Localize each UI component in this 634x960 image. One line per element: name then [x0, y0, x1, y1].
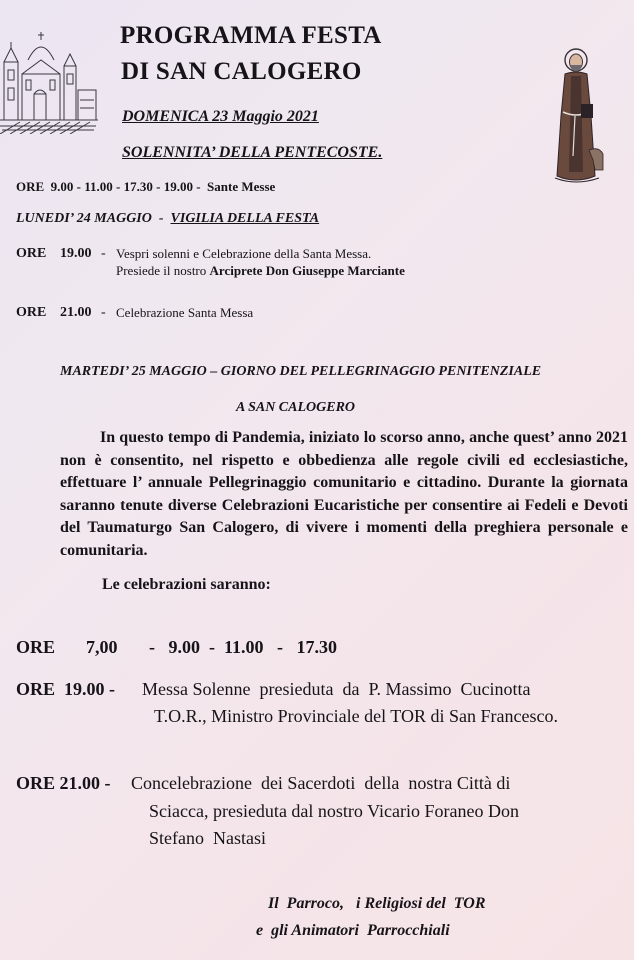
monday-header [16, 211, 319, 227]
signature-line-2: e gli Animatori Parrocchiali [256, 922, 450, 939]
monday-1900-dash: - [101, 246, 106, 261]
tuesday-1900-line1: Messa Solenne presieduta da P. Massimo Cucinotta [142, 679, 531, 699]
tuesday-1900-line2: T.O.R., Ministro Provinciale del TOR di San Francesco. [154, 706, 558, 726]
monday-sep: - [158, 211, 164, 226]
monday-1900-time: 19.00 [60, 246, 92, 261]
solemnity-heading: SOLENNITA’ DELLA PENTECOSTE. [122, 144, 383, 161]
tuesday-2100-head: ORE 21.00 - [16, 773, 111, 793]
tuesday-header-line1: MARTEDI’ 25 MAGGIO – GIORNO DEL PELLEGRINAGGIO PENITENZIALE [60, 364, 542, 379]
tuesday-2100-line3: Stefano Nastasi [149, 828, 266, 848]
tuesday-header-line2: A SAN CALOGERO [236, 400, 356, 415]
monday-1900-archpriest: Arciprete Don Giuseppe Marciante [209, 263, 405, 278]
monday-day: LUNEDI’ 24 MAGGIO [16, 211, 152, 226]
tuesday-times-rest: - 9.00 - 11.00 - 17.30 [149, 637, 337, 657]
tuesday-2100-line2: Sciacca, presieduta dal nostro Vicario Foraneo Don [149, 801, 519, 821]
sunday-masses-row [16, 179, 275, 195]
monday-2100-text: Celebrazione Santa Messa [116, 305, 254, 320]
tuesday-ore-label: ORE [16, 637, 56, 657]
pandemic-paragraph [60, 427, 628, 562]
monday-vigil: VIGILIA DELLA FESTA [170, 211, 320, 226]
sunday-date: DOMENICA 23 Maggio 2021 [122, 108, 319, 125]
monday-1900-presides: Presiede il nostro [116, 263, 207, 278]
tuesday-1900-head: ORE 19.00 - [16, 679, 115, 699]
saint-icon [545, 46, 607, 188]
monday-1900-line2 [116, 263, 405, 279]
title-line-1: PROGRAMMA FESTA [120, 22, 382, 49]
celebrations-intro: Le celebrazioni saranno: [102, 576, 271, 593]
sunday-times: 9.00 - 11.00 - 17.30 - 19.00 - [50, 179, 201, 194]
tuesday-time-first: 7,00 [86, 637, 118, 657]
monday-2100-dash: - [101, 305, 106, 320]
monday-1900-ore: ORE [16, 246, 47, 261]
title-line-2: DI SAN CALOGERO [121, 58, 362, 85]
tuesday-2100-line1: Concelebrazione dei Sacerdoti della nostra Città di [131, 773, 511, 793]
church-icon [0, 30, 100, 134]
monday-1900-line1: Vespri solenni e Celebrazione della Santa Messa. [116, 246, 372, 261]
pandemic-paragraph-text: In questo tempo di Pandemia, iniziato lo scorso anno, anche quest’ anno 2021 non è consentito, nel rispetto e obbedienza alle regole civili ed ecclesiastiche, effettuare l’ annuale Pellegrinaggio comunitario e cittadino. Durante la giornata saranno tenute diverse Celebrazioni Eucaristiche per consentire ai Fedeli e Devoti del Taumaturgo San Calogero, di vivere i momenti della preghiera personale e comunitaria. [60, 429, 628, 559]
sunday-masses-label: Sante Messe [207, 179, 276, 194]
monday-2100-ore: ORE [16, 305, 47, 320]
monday-2100-time: 21.00 [60, 305, 92, 320]
sunday-ore-label: ORE [16, 179, 45, 194]
signature-line-1: Il Parroco, i Religiosi del TOR [268, 895, 486, 912]
